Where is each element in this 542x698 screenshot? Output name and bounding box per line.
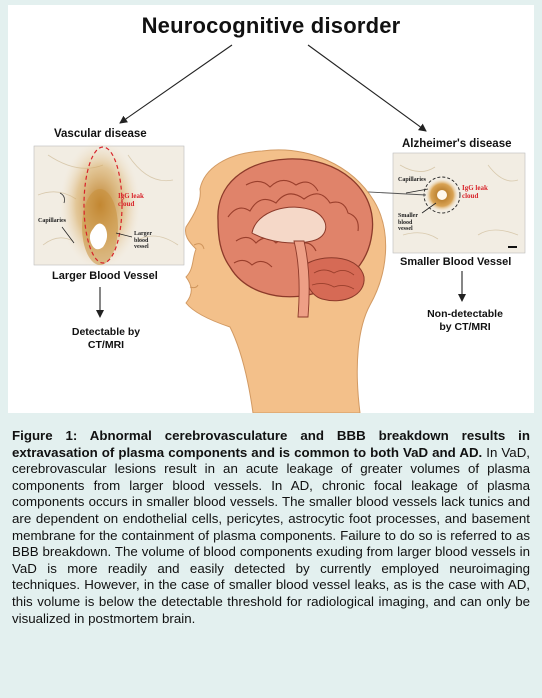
alzheimers-capillaries-label: Capillaries [398, 177, 426, 183]
figure-panel [8, 5, 534, 413]
larger-blood-vessel-label: Larger Blood Vessel [52, 270, 158, 282]
alzheimers-micrograph [393, 153, 525, 253]
vascular-capillaries-label: Capillaries [38, 218, 66, 224]
arrow-title-to-alzheimers [308, 45, 426, 131]
alzheimers-igg-label: IgG leak cloud [462, 184, 488, 200]
non-detectable-label: Non-detectable by CT/MRI [427, 308, 503, 333]
vascular-larger-vessel-label: Larger blood vessel [134, 231, 152, 250]
caption-body: In VaD, cerebrovascular lesions result in an acute leakage of greater volumes of plasma components from larger blood vessels. In AD, chronic focal leakage of plasma components occurs in smaller blood vessels. The smaller blood vessels lack tunics and are dependent on endothelial cells, pericytes, astrocytic foot processes, and basement membrane for the containment of plasma components. Failure to do so is referred to as BBB breakdown. The volume of blood components exuding from larger blood vessels in VaD is more readily and easily detected by currently employed neuroimaging techniques. However, in the case of smaller blood vessel leaks, as is the case with AD, this volume is below the detectable threshold for radiological imaging, and can only be visualized in postmortem brain. [12, 444, 530, 626]
smaller-blood-vessel-label: Smaller Blood Vessel [400, 256, 512, 268]
figure-title: Neurocognitive disorder [141, 13, 401, 38]
head-illustration [185, 150, 385, 413]
arrow-title-to-vascular [120, 45, 232, 123]
vascular-disease-heading: Vascular disease [54, 128, 147, 140]
vascular-micrograph [34, 141, 184, 269]
alzheimers-disease-heading: Alzheimer's disease [402, 138, 512, 150]
vascular-igg-label: IgG leak cloud [118, 192, 144, 208]
detectable-label: Detectable by CT/MRI [71, 326, 141, 351]
figure-caption [12, 428, 530, 627]
caption-heading: Figure 1: Abnormal cerebrovasculature and BBB breakdown results in extravasation of plasma components and is common to both VaD and AD. [12, 428, 530, 460]
alzheimers-smaller-vessel-label: Smaller blood vessel [398, 213, 418, 232]
